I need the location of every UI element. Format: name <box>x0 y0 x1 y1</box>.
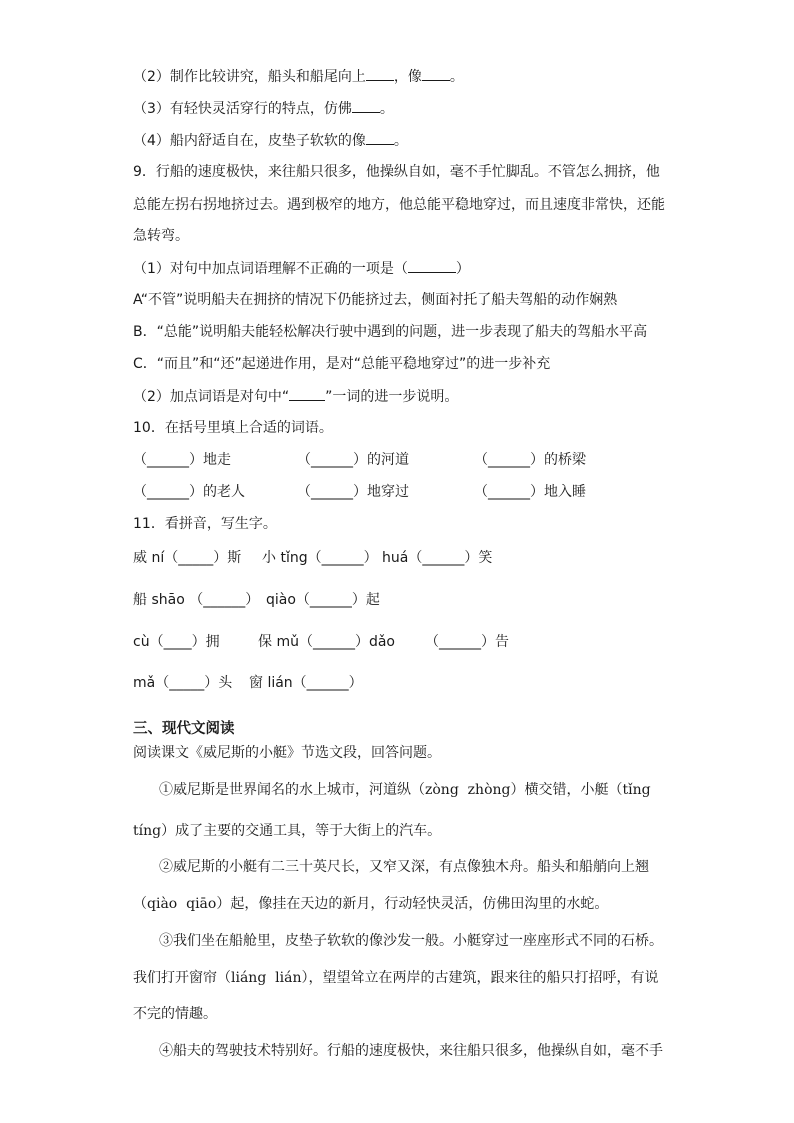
q11-title: 11．看拼音，写生字。 <box>133 516 277 532</box>
q10-title: 10．在括号里填上合适的词语。 <box>133 420 333 436</box>
q8-item-4: （4）船内舒适自在，皮垫子软软的像 。 <box>133 130 408 151</box>
q9-sub-question-2: （2）加点词语是对句中“ ”一词的进一步说明。 <box>133 386 458 407</box>
q9-sub-question-1: （1）对句中加点词语理解不正确的一项是（ ） <box>133 258 470 279</box>
q8-item-3: （3）有轻快灵活穿行的特点，仿佛 。 <box>133 98 394 119</box>
passage-line: ②威尼斯的小艇有二三十英尺长，又窄又深，有点像独木舟。船头和船艄向上翘 <box>159 859 649 875</box>
pinyin-cell[interactable]: cù（____）拥 <box>133 634 220 650</box>
fill-cell[interactable]: （______）的河道 <box>297 452 409 468</box>
q8-item-2: （2）制作比较讲究，船头和船尾向上 ，像 。 <box>133 66 464 87</box>
pinyin-cell[interactable]: 威 ní（_____）斯 <box>133 550 242 566</box>
pinyin-cell[interactable]: （______）告 <box>425 634 509 650</box>
q9-text-line: 9．行船的速度极快，来往船只很多，他操纵自如，毫不手忙脚乱。不管怎么拥挤，他 <box>133 164 660 180</box>
option-a: A“不管”说明船夫在拥挤的情况下仍能挤过去，侧面衬托了船夫驾船的动作娴熟 <box>133 292 618 308</box>
answer-blank[interactable] <box>289 386 325 401</box>
blank-underline[interactable] <box>366 130 394 145</box>
section-intro: 阅读课文《威尼斯的小艇》节选文段，回答问题。 <box>133 745 441 761</box>
pinyin-cell[interactable]: 保 mǔ（______）dǎo <box>258 634 395 650</box>
passage-line: （qiào qiāo）起，像挂在天边的新月，行动轻快灵活，仿佛田沟里的水蛇。 <box>133 896 609 912</box>
blank-underline[interactable] <box>352 98 380 113</box>
option-c: C．“而且”和“还”起递进作用，是对“总能平稳地穿过”的进一步补充 <box>133 356 551 372</box>
pinyin-cell[interactable]: mǎ（_____）头 <box>133 675 233 691</box>
pinyin-cell[interactable]: 窗 lián（______） <box>249 675 363 691</box>
section-heading: 三、现代文阅读 <box>133 721 235 737</box>
pinyin-cell[interactable]: qiào（______）起 <box>266 592 380 608</box>
fill-cell[interactable]: （______）地入睡 <box>474 484 586 500</box>
fill-cell[interactable]: （______）的桥梁 <box>474 452 586 468</box>
blank-underline[interactable] <box>366 66 394 81</box>
passage-line: ④船夫的驾驶技术特别好。行船的速度极快，来往船只很多，他操纵自如，毫不手 <box>159 1043 663 1059</box>
q9-text-line: 急转弯。 <box>133 228 189 244</box>
pinyin-cell[interactable]: 船 shāo （______） <box>133 592 260 608</box>
passage-line: 我们打开窗帘（liáng lián），望望耸立在两岸的古建筑，跟来往的船只打招呼，有说 <box>133 970 659 986</box>
pinyin-cell[interactable]: 小 tǐng（______） <box>262 550 378 566</box>
pinyin-cell[interactable]: huá（______）笑 <box>382 550 493 566</box>
option-b: B．“总能”说明船夫能轻松解决行驶中遇到的问题，进一步表现了船夫的驾船水平高 <box>133 324 648 340</box>
fill-cell[interactable]: （______）地穿过 <box>297 484 409 500</box>
passage-line: ③我们坐在船舱里，皮垫子软软的像沙发一般。小艇穿过一座座形式不同的石桥。 <box>159 933 663 949</box>
answer-blank[interactable] <box>408 258 456 273</box>
fill-cell[interactable]: （______）的老人 <box>133 484 245 500</box>
fill-cell[interactable]: （______）地走 <box>133 452 231 468</box>
passage-line: tíng）成了主要的交通工具，等于大街上的汽车。 <box>133 823 442 839</box>
q9-text-line: 总能左拐右拐地挤过去。遇到极窄的地方，他总能平稳地穿过，而且速度非常快，还能 <box>133 197 665 213</box>
blank-underline[interactable] <box>422 66 450 81</box>
passage-line: 不完的情趣。 <box>133 1006 217 1022</box>
passage-line: ①威尼斯是世界闻名的水上城市，河道纵（zòng zhòng）横交错，小艇（tǐng <box>159 782 651 798</box>
